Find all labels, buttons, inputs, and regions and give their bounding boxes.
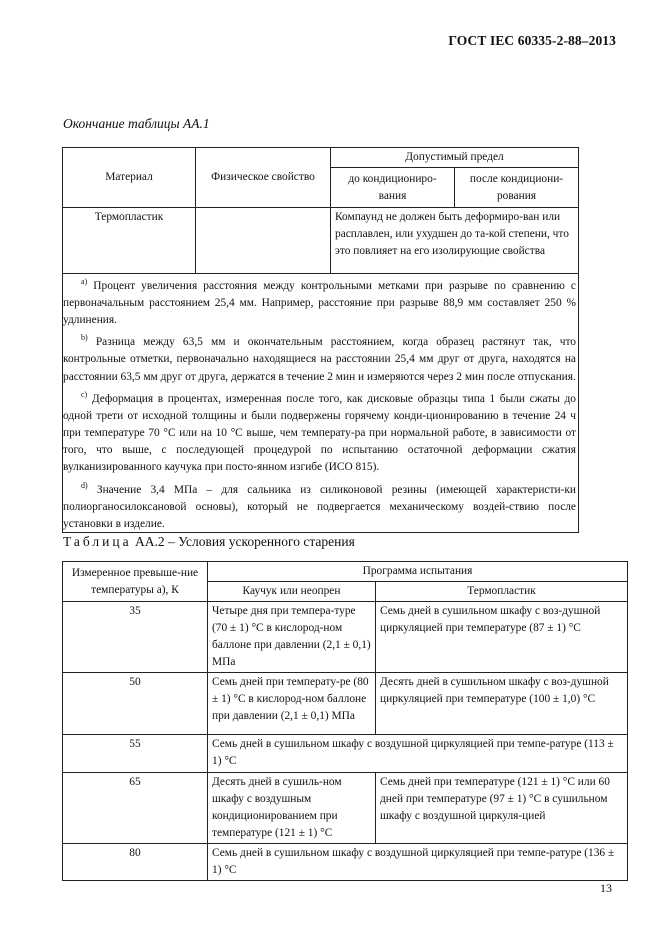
col-after-header: после кондициони-рования [455,168,579,208]
row-rubber: Четыре дня при темпера-туре (70 ± 1) °С в кислород-ном баллоне при давлении (2,1 ± 0,1) МПа [208,602,376,673]
col-thermo-header: Термопластик [376,582,628,602]
row-rubber: Десять дней в сушиль-ном шкафу с воздушным кондиционированием при температуре (121 ± 1) °С [208,773,376,844]
col-temp-header: Измеренное превыше-ние температуры а), К [63,562,208,602]
note-a: $^{a)}$ Процент увеличения расстояния между контрольными метками при разрыве по сравнению с первоначальным расстоянием 25,4 мм. Например, расстояние при разрыве 88,9 мм составляет 250 % удлинения. [63,277,576,327]
table-row [63,844,628,881]
table-aa2 [62,561,628,881]
table-continuation-title: Окончание таблицы АА.1 [63,116,210,131]
row-temp: 65 [63,773,208,844]
row-temp: 55 [63,735,208,773]
row-rubber: Семь дней при температу-ре (80 ± 1) °С в кислород-ном баллоне при давлении (2,1 ± 0,1) МПа [208,673,376,735]
col-limit-header: Допустимый предел [331,148,579,168]
note-c: $^{c)}$ Деформация в процентах, измеренная после того, как дисковые образцы типа 1 были сжаты до одной трети от исходной толщины и были подвержены горячему конди-ционированию в течение 24 ч при температуре 70 °С или на 10 °С выше, чем температу-ра при нормальной работе, в зависимости от того, что выше, с последующей процедурой по испытанию остаточной деформации сжатия вулканизированного каучука при посто-янном изгибе (ИСО 815). [63,389,576,474]
row-temp: 80 [63,844,208,881]
table-notes [63,273,576,533]
row-temp: 50 [63,673,208,735]
table-aa2-caption: Таблица АА.2 – Условия ускоренного старения [63,534,355,549]
table-row [63,773,628,844]
row-limit-cell: Компаунд не должен быть деформиро-ван или расплавлен, или ухудшен до та-кой степени, что это повлияет на его изолирующие свойства [331,208,579,274]
col-property-header: Физическое свойство [196,148,331,208]
note-d: $^{d)}$ Значение 3,4 МПа – для сальника из силиконовой резины (имеющей характеристи-ки полиорганосилоксановой основы), который не подвергается механическому воздей-ствию после установки в изделие. [63,480,576,530]
document-header: ГОСТ IEC 60335-2-88–2013 [448,33,616,48]
row-material-cell: Термопластик [63,208,196,274]
row-thermo: Семь дней при температуре (121 ± 1) °С или 60 дней при температуре (97 ± 1) °С в сушильном шкафу с воздушной циркуля-цией [376,773,628,844]
table-row [63,673,628,735]
row-temp: 35 [63,602,208,673]
col-before-header: до кондициониро-вания [331,168,455,208]
table-row [63,735,628,773]
row-thermo: Десять дней в сушильном шкафу с воз-душной циркуляцией при температуре (100 ± 1,0) °С [376,673,628,735]
col-material-header: Материал [63,148,196,208]
table-row [63,602,628,673]
row-program: Семь дней в сушильном шкафу с воздушной циркуляцией при темпе-ратуре (136 ± 1) °С [208,844,628,881]
row-thermo: Семь дней в сушильном шкафу с воз-душной циркуляцией при температуре (87 ± 1) °С [376,602,628,673]
page-number: 13 [600,881,612,895]
note-b: $^{b)}$ Разница между 63,5 мм и окончательным расстоянием, когда образец растянут так, что контрольные отметки, первоначально находящиеся на расстоянии 25,4 мм друг от друга, находятся на расстоянии 63,5 мм друг от друга, держатся в течение 2 мин и измеряются через 2 мин после отпускания. [63,333,576,383]
row-property-cell [196,208,331,274]
col-program-header: Программа испытания [208,562,628,582]
row-program: Семь дней в сушильном шкафу с воздушной циркуляцией при темпе-ратуре (113 ± 1) °С [208,735,628,773]
col-rubber-header: Каучук или неопрен [208,582,376,602]
